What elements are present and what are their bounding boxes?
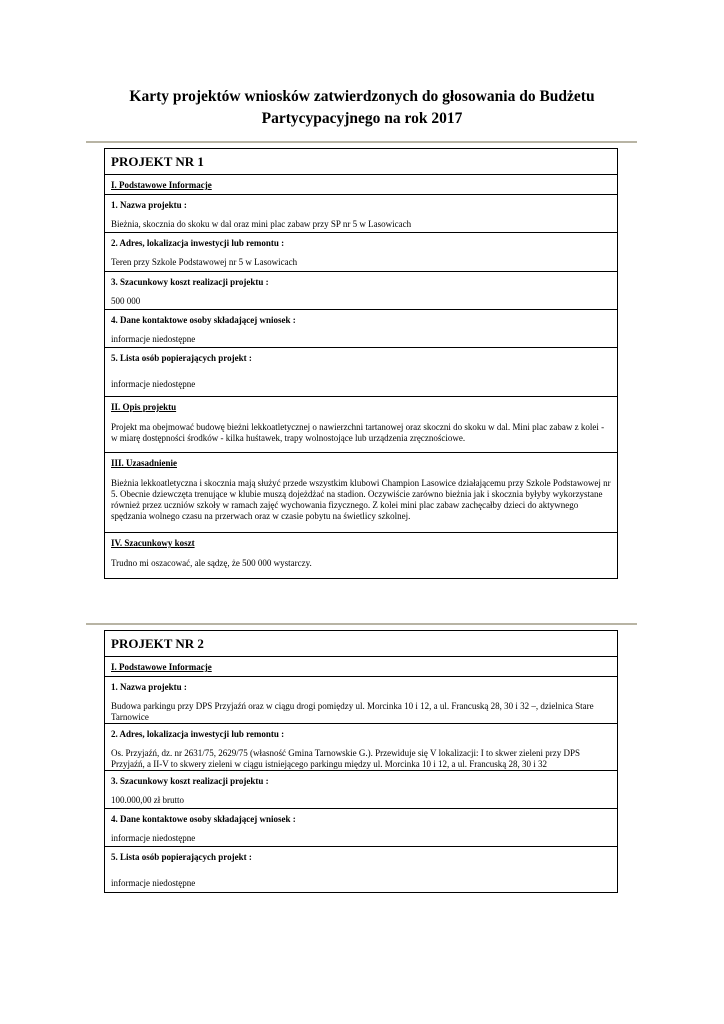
section-description <box>105 396 617 452</box>
project-card-1 <box>104 148 618 579</box>
title-line-2: Partycypacyjnego na rok 2017 <box>261 110 463 127</box>
field-label: 5. Lista osób popierających projekt : <box>111 353 252 363</box>
field-label: 2. Adres, lokalizacja inwestycji lub remontu : <box>111 729 285 739</box>
separator-line <box>86 141 637 143</box>
section-text: Trudno mi oszacować, ale sądzę, że 500 000 wystarczy. <box>111 558 312 568</box>
field-label: 1. Nazwa projektu : <box>111 200 187 210</box>
field-cost <box>105 271 617 309</box>
field-value: Bieżnia, skocznia do skoku w dal oraz mini plac zabaw przy SP nr 5 w Lasowicach <box>111 219 412 229</box>
project-header: PROJEKT NR 1 <box>111 154 204 169</box>
field-name <box>105 194 617 232</box>
field-address <box>105 723 617 770</box>
field-value: Os. Przyjaźń, dz. nr 2631/75, 2629/75 (własność Gmina Tarnowskie G.). Przewiduje się V lokalizacji: I to skwer zieleni przy DPS Przyjaźń, a II-V to skwery zieleni w ciągu istniejącego parkingu między ul. Morcinka 10 i 12, a ul. Francuską 28, 30 i 32 <box>111 748 581 769</box>
field-label: 3. Szacunkowy koszt realizacji projektu : <box>111 277 269 287</box>
field-label: 5. Lista osób popierających projekt : <box>111 852 252 862</box>
section-title: III. Uzasadnienie <box>111 458 178 468</box>
field-value: informacje niedostępne <box>111 833 196 843</box>
field-value: informacje niedostępne <box>111 334 196 344</box>
title-line-1: Karty projektów wniosków zatwierdzonych do głosowania do Budżetu <box>129 88 595 105</box>
field-contact <box>105 309 617 347</box>
project-header: PROJEKT NR 2 <box>111 636 204 651</box>
section-text: Bieżnia lekkoatletyczna i skocznia mają służyć przede wszystkim klubowi Champion Lasowice działającemu przy Szkole Podstawowej nr 5. Obecnie dziewczęta trenujące w klubie muszą dojeżdżać na stadion. Oczywiście zarówno bieżnia jak i skocznia byłyby wykorzystane również przez uczniów szkoły w ramach zajęć wychowania fizycznego. Z kolei mini plac zabaw zachęcałby dzieci do aktywnego spędzania wolnego czasu na przerwach oraz w czasie pobytu na świetlicy szkolnej. <box>111 478 611 521</box>
field-address <box>105 232 617 271</box>
field-name <box>105 676 617 723</box>
field-value: Budowa parkingu przy DPS Przyjaźń oraz w ciągu drogi pomiędzy ul. Morcinka 10 i 12, a ul. Francuską 28, 30 i 32 –, dzielnica Stare Tarnowice <box>111 701 594 722</box>
project-card-2 <box>104 630 618 893</box>
field-value: informacje niedostępne <box>111 379 196 389</box>
section-basic-info: I. Podstawowe Informacje <box>105 656 617 676</box>
field-value: informacje niedostępne <box>111 878 196 888</box>
field-label: 2. Adres, lokalizacja inwestycji lub remontu : <box>111 238 285 248</box>
field-supporters <box>105 347 617 396</box>
section-title: II. Opis projektu <box>111 402 177 412</box>
section-cost <box>105 532 617 578</box>
field-value: 500 000 <box>111 296 141 306</box>
separator-line <box>86 623 637 625</box>
section-basic-info: I. Podstawowe Informacje <box>105 174 617 194</box>
section-justification <box>105 452 617 532</box>
page-title <box>80 86 644 130</box>
field-contact <box>105 808 617 846</box>
section-title: IV. Szacunkowy koszt <box>111 538 195 548</box>
field-cost <box>105 770 617 808</box>
field-supporters <box>105 846 617 892</box>
field-value: Teren przy Szkole Podstawowej nr 5 w Lasowicach <box>111 257 298 267</box>
field-label: 4. Dane kontaktowe osoby składającej wniosek : <box>111 814 296 824</box>
field-label: 4. Dane kontaktowe osoby składającej wniosek : <box>111 315 296 325</box>
field-label: 1. Nazwa projektu : <box>111 682 187 692</box>
field-value: 100.000,00 zł brutto <box>111 795 184 805</box>
section-text: Projekt ma obejmować budowę bieżni lekkoatletycznej o nawierzchni tartanowej oraz skoczni do skoku w dal. Mini plac zabaw z kolei - w miarę dostępności środków - kilka huśtawek, trapy wolnostojące lub urządzenia zręcznościowe. <box>111 422 605 443</box>
field-label: 3. Szacunkowy koszt realizacji projektu : <box>111 776 269 786</box>
